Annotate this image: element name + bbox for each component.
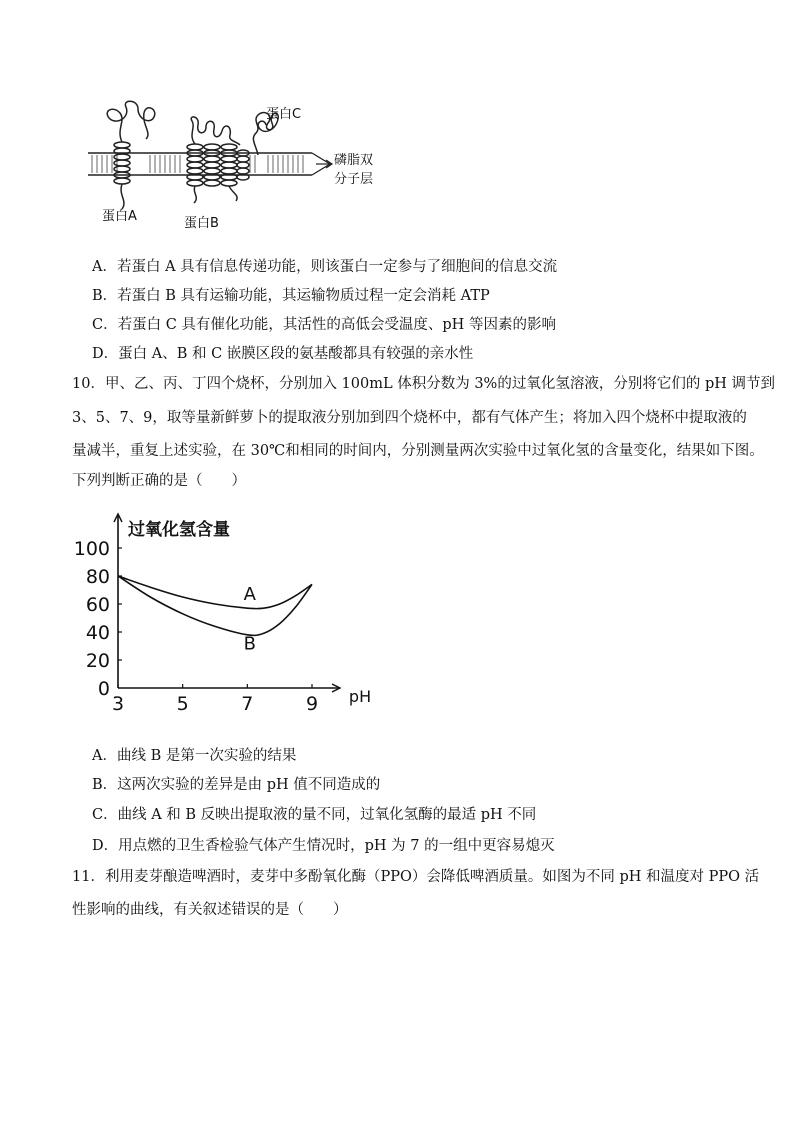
y-tick-label: 20	[85, 650, 110, 672]
series-label-b: B	[243, 633, 257, 655]
q9-option-a: A．若蛋白 A 具有信息传递功能，则该蛋白一定参与了细胞间的信息交流	[92, 259, 558, 275]
series-layer	[118, 576, 312, 655]
protein-a-shape	[107, 101, 155, 209]
q9-option-d: D．蛋白 A、B 和 C 嵌膜区段的氨基酸都具有较强的亲水性	[92, 346, 474, 362]
y-tick-label: 80	[85, 566, 110, 588]
x-axis-label: pH	[348, 687, 372, 706]
y-tick-label: 40	[85, 622, 110, 644]
protein-a-label: 蛋白A	[102, 209, 137, 224]
q10-stem-line-1: 10．甲、乙、丙、丁四个烧杯，分别加入 100mL 体积分数为 3%的过氧化氢溶液，分别将它们的 pH 调节到	[72, 376, 775, 392]
protein-c-label: 蛋白C	[266, 107, 302, 122]
x-tick-label: 9	[305, 693, 319, 715]
protein-b-label: 蛋白B	[184, 216, 219, 231]
q10-stem-line-2: 3、5、7、9，取等量新鲜萝卜的提取液分别加到四个烧杯中，都有气体产生；将加入四个烧杯中提取液的	[72, 410, 747, 426]
series-label-a: A	[243, 584, 256, 605]
q10-stem-line-3: 量减半，重复上述实验，在 30℃和相同的时间内，分别测量两次实验中过氧化氢的含量变化，结果如下图。	[72, 443, 764, 459]
x-tick-label: 7	[241, 693, 254, 715]
q10-option-a: A．曲线 B 是第一次实验的结果	[92, 748, 297, 764]
protein-b-shape	[187, 117, 249, 203]
q11-stem-line-2: 性影响的曲线，有关叙述错误的是（ ）	[72, 902, 348, 918]
series-line-b	[118, 576, 312, 635]
h2o2-content-chart	[70, 508, 390, 718]
membrane-figure	[80, 95, 400, 235]
x-axis	[112, 684, 371, 715]
bilayer-label-line2: 分子层	[334, 172, 374, 187]
q10-stem-line-4: 下列判断正确的是（ ）	[72, 473, 246, 489]
y-tick-label: 100	[73, 538, 110, 560]
x-tick-label: 3	[111, 693, 125, 715]
bilayer-label-line1: 磷脂双	[334, 153, 374, 168]
y-tick-label: 60	[85, 594, 110, 616]
q9-option-b: B．若蛋白 B 具有运输功能，其运输物质过程一定会消耗 ATP	[92, 288, 490, 304]
series-line-a	[118, 576, 312, 609]
y-tick-label: 0	[97, 678, 110, 700]
chart-title: 过氧化氢含量	[128, 520, 230, 540]
x-tick-label: 5	[176, 693, 189, 715]
y-axis	[74, 514, 122, 700]
q10-option-c: C．曲线 A 和 B 反映出提取液的量不同，过氧化氢酶的最适 pH 不同	[92, 807, 537, 823]
q10-option-d: D．用点燃的卫生香检验气体产生情况时，pH 为 7 的一组中更容易熄灭	[92, 838, 555, 854]
q10-option-b: B．这两次实验的差异是由 pH 值不同造成的	[92, 777, 381, 793]
q11-stem-line-1: 11．利用麦芽酿造啤酒时，麦芽中多酚氧化酶（PPO）会降低啤酒质量。如图为不同 pH 和温度对 PPO 活	[72, 869, 760, 885]
q9-option-c: C．若蛋白 C 具有催化功能，其活性的高低会受温度、pH 等因素的影响	[92, 317, 556, 333]
